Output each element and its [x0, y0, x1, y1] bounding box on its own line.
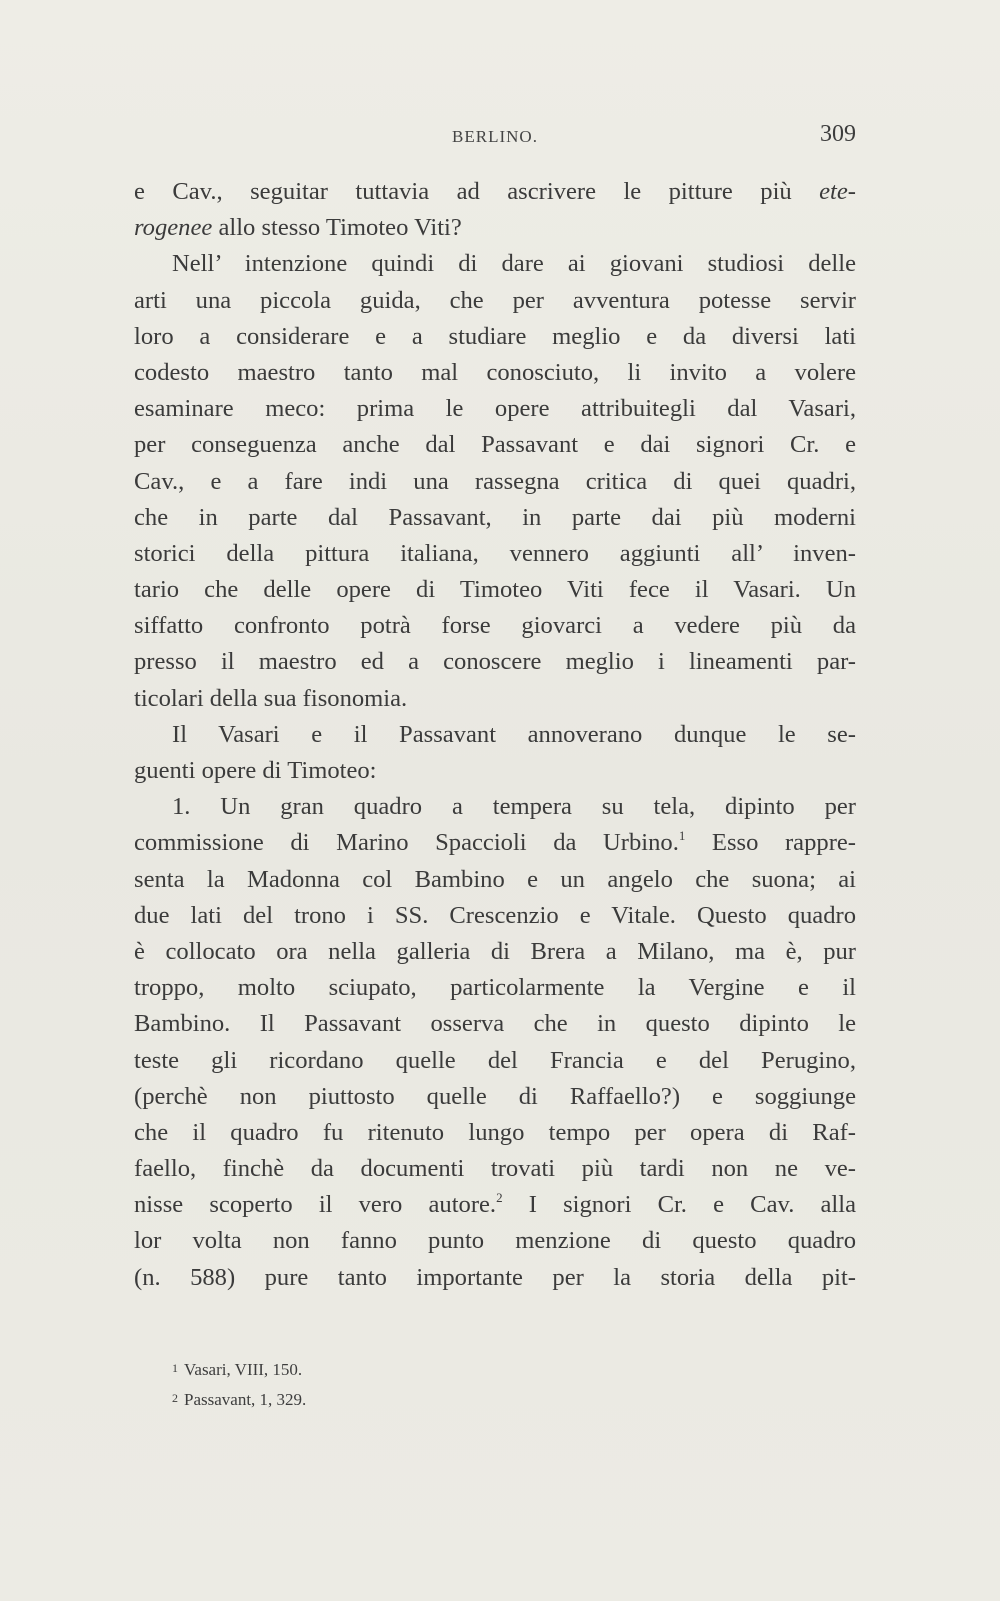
text-line: storici della pittura italiana, vennero aggiunti all’ inven- — [134, 539, 856, 567]
text-line: (perchè non piuttosto quelle di Raffaello?) e soggiunge — [134, 1082, 856, 1110]
footnotes — [172, 1354, 572, 1414]
text-line: che il quadro fu ritenuto lungo tempo per opera di Raf- — [134, 1118, 856, 1146]
text-line: codesto maestro tanto mal conosciuto, li invito a volere — [134, 358, 856, 386]
text-line: è collocato ora nella galleria di Brera a Milano, ma è, pur — [134, 937, 856, 965]
text-line: commissione di Marino Spaccioli da Urbino.$^1$ Esso rappre- — [134, 828, 856, 857]
paragraph-start-line: 1. Un gran quadro a tempera su tela, dipinto per — [172, 793, 856, 821]
footnote: 1 Vasari, VIII, 150. — [172, 1360, 303, 1379]
text-line: loro a considerare e a studiare meglio e da diversi lati — [134, 322, 856, 350]
text-line: lor volta non fanno punto menzione di questo quadro — [134, 1227, 856, 1255]
text-line: e Cav., seguitar tuttavia ad ascrivere le pitture più ete- — [134, 178, 856, 205]
paragraph-start-line: Nell’ intenzione quindi di dare ai giovani studiosi delle — [172, 250, 856, 278]
running-head: BERLINO. — [452, 127, 538, 146]
text-line: presso il maestro ed a conoscere meglio i lineamenti par- — [134, 648, 856, 676]
text-line: nisse scoperto il vero autore.$^2$ I signori Cr. e Cav. alla — [134, 1190, 856, 1219]
text-line: troppo, molto sciupato, particolarmente la Vergine e il — [134, 974, 856, 1002]
text-line: arti una piccola guida, che per avventura potesse servir — [134, 286, 856, 314]
text-line: tario che delle opere di Timoteo Viti fece il Vasari. Un — [134, 576, 856, 604]
page-header — [134, 121, 856, 155]
text-line: (n. 588) pure tanto importante per la storia della pit- — [134, 1263, 856, 1291]
text-line: faello, finchè da documenti trovati più tardi non ne ve- — [134, 1155, 856, 1183]
text-line: Bambino. Il Passavant osserva che in questo dipinto le — [134, 1010, 856, 1038]
paragraph-start-line: Il Vasari e il Passavant annoverano dunque le se- — [172, 720, 856, 748]
text-line: teste gli ricordano quelle del Francia e del Perugino, — [134, 1046, 856, 1074]
text-line: siffatto confronto potrà forse giovarci a vedere più da — [134, 612, 856, 640]
body-text — [134, 174, 856, 1296]
text-line: per conseguenza anche dal Passavant e dai signori Cr. e — [134, 431, 856, 459]
text-line: ticolari della sua fisonomia. — [134, 684, 408, 712]
text-line: senta la Madonna col Bambino e un angelo che suona; ai — [134, 865, 856, 893]
footnote-ref: 1 — [678, 828, 686, 844]
text-line: che in parte dal Passavant, in parte dai più moderni — [134, 503, 856, 531]
text-line: guenti opere di Timoteo: — [134, 757, 377, 784]
page-number: 309 — [820, 121, 856, 147]
text-line: rogenee allo stesso Timoteo Viti? — [134, 214, 462, 242]
footnote-ref: 2 — [496, 1190, 503, 1206]
text-line: due lati del trono i SS. Crescenzio e Vitale. Questo quadro — [134, 901, 856, 929]
text-line: Cav., e a fare indi una rassegna critica di quei quadri, — [134, 467, 856, 495]
text-line: esaminare meco: prima le opere attribuitegli dal Vasari, — [134, 395, 856, 423]
footnote: 2 Passavant, 1, 329. — [172, 1390, 307, 1409]
